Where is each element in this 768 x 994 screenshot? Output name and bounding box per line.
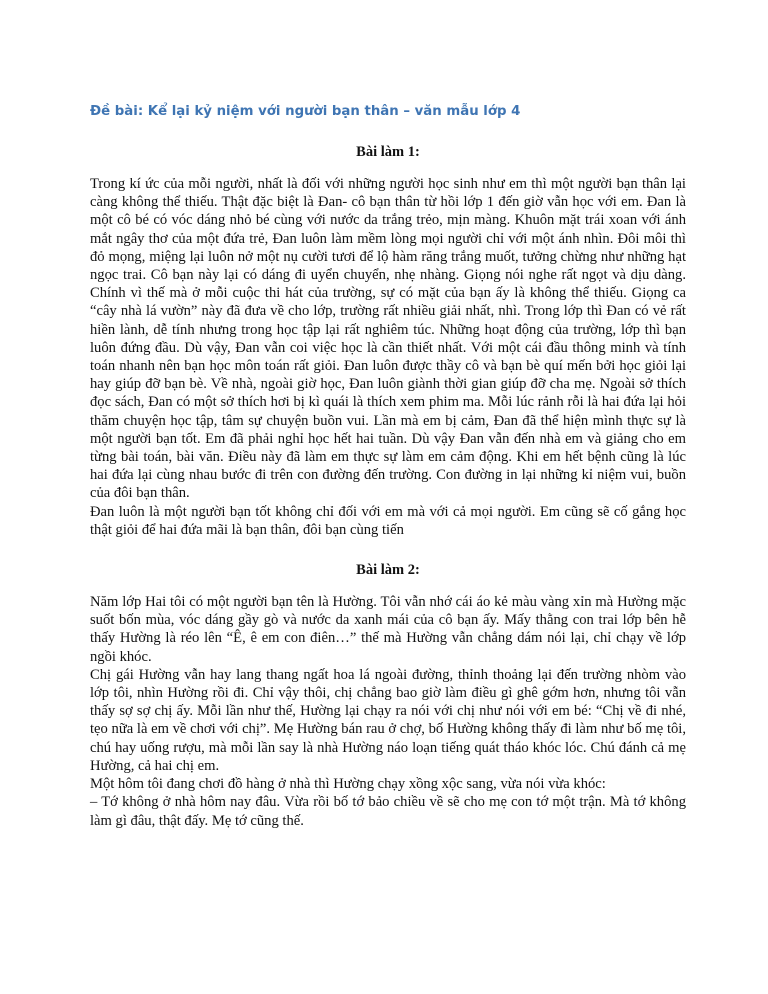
document-page [90, 103, 686, 830]
section-heading: Bài làm 2: [356, 562, 420, 579]
paragraph: Trong kí ức của mỗi người, nhất là đối với những người học sinh như em thì một người bạn thân lại càng không thể thiếu. Thật đặc biệt là Đan- cô bạn thân từ hồi lớp 1 đến giờ vẫn học với em. Đan là một cô bé có vóc dáng nhỏ bé cùng với nước da trắng trẻo, mịn màng. Khuôn mặt trái xoan với ánh mắt ngây thơ của một đứa trẻ, Đan luôn làm mềm lòng mọi người chỉ với một ánh nhìn. Đôi môi thì đỏ mọng, miệng lại luôn nở một nụ cười tươi để lộ hàm răng trắng muốt, tưởng chừng như những hạt ngọc trai. Cô bạn này lại có dáng đi uyển chuyển, nhẹ nhàng. Giọng nói nghe rất ngọt và dịu dàng. Chính vì thế mà ở mỗi cuộc thi hát của trường, sự có mặt của bạn ấy là không thể thiếu. Giọng ca “cây nhà lá vườn” này đã đưa về cho lớp, trường rất nhiều giải nhất, nhì. Trong lớp thì Đan có vẻ rất hiền lành, dễ tính nhưng trong học tập lại rất nghiêm túc. Những hoạt động của trường, lớp thì bạn luôn đứng đầu. Dù vậy, Đan vẫn coi việc học là cần thiết nhất. Với một cái đầu thông minh và tính toán nhanh nên bạn học môn toán rất giỏi. Đan luôn được thầy cô và bạn bè quí mến bởi học giỏi lại hay giúp đỡ bạn bè. Về nhà, ngoài giờ học, Đan luôn giành thời gian giúp đỡ cha mẹ. Ngoài sở thích đọc sách, Đan có một sở thích hơi bị kì quái là thích xem phim ma. Mỗi lúc rảnh rỗi là hai đứa lại hỏi thăm chuyện học tập, tâm sự chuyện buồn vui. Lần mà em bị cảm, Đan đã thể hiện mình thực sự là một người bạn tốt. Em đã phải nghỉ học hết hai tuần. Dù vậy Đan vẫn đến nhà em và giảng cho em từng bài toán, bài văn. Điều này đã làm em thực sự làm em cảm động. Khi em hết bệnh cũng là lúc hai đứa lại cùng nhau bước đi trên con đường đến trường. Con đường in lại những kỉ niệm vui, buồn của đôi bạn thân. [90, 176, 686, 502]
paragraph: Đan luôn là một người bạn tốt không chỉ đối với em mà với cả mọi người. Em cũng sẽ cố gắng học thật giỏi để hai đứa mãi là bạn thân, đôi bạn cùng tiến [90, 503, 686, 538]
section-body [90, 175, 686, 539]
section-heading: Bài làm 1: [356, 144, 420, 160]
document-title: Đề bài: Kể lại kỷ niệm với người bạn thân – văn mẫu lớp 4 [90, 104, 521, 119]
section-body [90, 593, 686, 830]
paragraph: Năm lớp Hai tôi có một người bạn tên là Hường. Tôi vẫn nhớ cái áo kẻ màu vàng xỉn mà Hường mặc suốt bốn mùa, vóc dáng gầy gò và nước da xanh mái của cô bạn ấy. Mấy thằng con trai lớp bên hễ thấy Hường là réo lên “Ê, ê em con điên…” thế mà Hường vẫn chẳng dám nói lại, chỉ chạy về lớp ngồi khóc. [90, 594, 686, 665]
paragraph: Chị gái Hường vẫn hay lang thang ngất hoa lá ngoài đường, thỉnh thoảng lại đến trường nhòm vào lớp tôi, nhìn Hường rồi đi. Chỉ vậy thôi, chị chẳng bao giờ làm điều gì ghê gớm hơn, nhưng tôi vẫn thấy sợ sợ chị ấy. Mỗi lần như thế, Hường lại chạy ra nói với chị như nói với em bé: “Chị về đi nhé, tẹo nữa là em về chơi với chị”. Mẹ Hường bán rau ở chợ, bố Hường không thấy đi làm như bố mẹ tôi, chú hay uống rượu, mà mỗi lần say là nhà Hường náo loạn tiếng quát tháo khóc lóc. Chú đánh cả mẹ Hường, cả hai chị em. [90, 666, 686, 774]
paragraph: Một hôm tôi đang chơi đồ hàng ở nhà thì Hường chạy xồng xộc sang, vừa nói vừa khóc: [90, 776, 606, 793]
essay-section-1 [90, 143, 686, 539]
paragraph: – Tớ không ở nhà hôm nay đâu. Vừa rồi bố tớ bảo chiều về sẽ cho mẹ con tớ một trận. Mà tớ không làm gì đâu, thật đấy. Mẹ tớ cũng thế. [90, 794, 686, 829]
essay-section-2 [90, 561, 686, 830]
